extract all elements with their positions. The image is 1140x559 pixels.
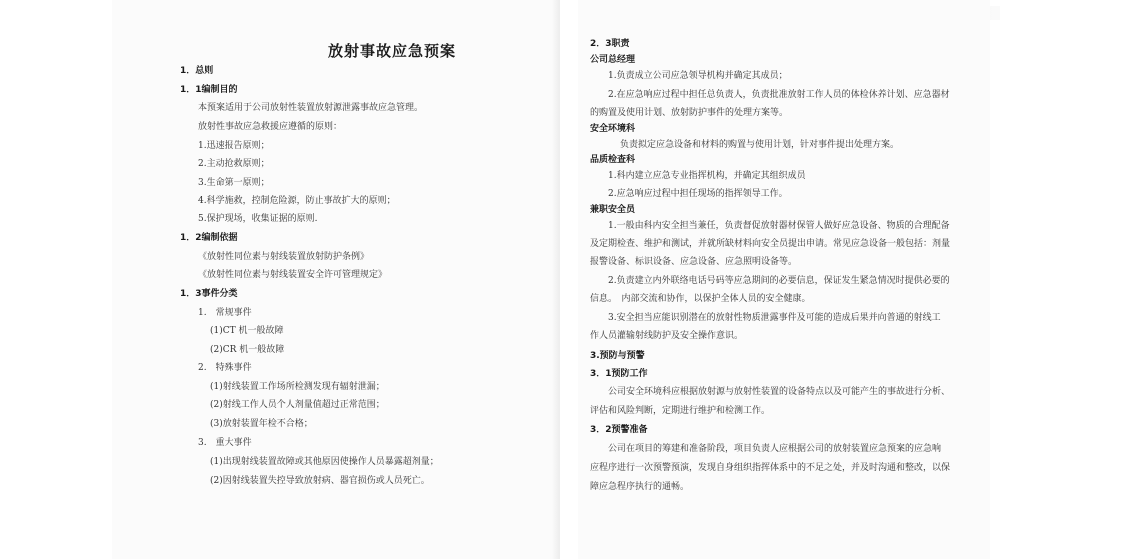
- list-item: 2. 特殊事件: [198, 363, 252, 373]
- paragraph: 公司在项目的筹建和准备阶段，项目负责人应根据公司的放射装置应急预案的应急响: [608, 444, 942, 454]
- paragraph: 1.一般由科内安全担当兼任，负责督促放射器材保管人做好应急设备、物质的合理配备: [608, 221, 950, 231]
- section-2-3-heading: 2．3职责: [590, 39, 630, 49]
- list-item: 《放射性同位素与射线装置放射防护条例》: [198, 252, 370, 262]
- paragraph: 障应急程序执行的通畅。: [590, 482, 690, 492]
- list-item: 3. 重大事件: [198, 438, 252, 448]
- role-heading: 安全环境科: [590, 124, 636, 134]
- paragraph: 的购置及使用计划、放射防护事件的处理方案等。: [590, 108, 789, 118]
- list-item: 1. 常规事件: [198, 308, 252, 318]
- paragraph: 作人员灌输射线防护及安全操作意识。: [590, 331, 744, 341]
- right-page: [578, 0, 990, 559]
- left-page: [112, 0, 560, 559]
- paragraph: 信息。 内部交流和协作，以保护全体人员的安全健康。: [590, 294, 811, 304]
- paragraph: 放射性事故应急救援应遵循的原则：: [198, 122, 343, 132]
- section-1-2-heading: 1．2编制依据: [180, 233, 238, 243]
- list-item: 《放射性同位素与射线装置安全许可管理规定》: [198, 270, 388, 280]
- paragraph: 报警设备、标识设备、应急设备、应急照明设备等。: [590, 257, 798, 267]
- paragraph: 评估和风险判断，定期进行维护和检测工作。: [590, 406, 771, 416]
- list-item: (1)CT 机一般故障: [210, 326, 284, 336]
- role-heading: 公司总经理: [590, 55, 636, 65]
- document-title: 放射事故应急预案: [327, 42, 456, 60]
- list-item: (1)射线装置工作场所检测发现有辐射泄漏；: [210, 382, 385, 392]
- paragraph: 3.安全担当应能识别潜在的放射性物质泄露事件及可能的造成后果并向普通的射线工: [608, 313, 941, 323]
- page-edge-shadow: [552, 0, 560, 559]
- paragraph: 1.负责成立公司应急领导机构并确定其成员；: [608, 71, 788, 81]
- paragraph: 2.负责建立内外联络电话号码等应急期间的必要信息，保证发生紧急情况时提供必要的: [608, 276, 950, 286]
- section-3-2-heading: 3．2预警准备: [590, 425, 648, 435]
- paragraph: 1.科内建立应急专业指挥机构，并确定其组织成员: [608, 171, 806, 181]
- list-item: (2)CR 机一般故障: [210, 345, 285, 355]
- list-item: 3.生命第一原则；: [198, 178, 270, 188]
- section-1-1-heading: 1．1编制目的: [180, 85, 238, 95]
- paragraph: 公司安全环境科应根据放射源与放射性装置的设备特点以及可能产生的事故进行分析、: [608, 387, 951, 397]
- section-3-1-heading: 3．1预防工作: [590, 369, 648, 379]
- role-heading: 兼职安全员: [590, 205, 636, 215]
- paragraph: 应程序进行一次预警预演，发现自身组织指挥体系中的不足之处，并及时沟通和整改，以保: [590, 463, 951, 473]
- list-item: 5.保护现场，收集证据的原则.: [198, 214, 318, 224]
- list-item: 4.科学施救，控制危险源，防止事故扩大的原则；: [198, 196, 396, 206]
- section-3-heading: 3.预防与预警: [590, 351, 645, 361]
- list-item: (3)放射装置年检不合格；: [210, 419, 313, 429]
- list-item: 2.主动抢救原则；: [198, 159, 270, 169]
- section-1-heading: 1．总则: [180, 66, 214, 76]
- list-item: (2)因射线装置失控导致放射病、器官损伤或人员死亡。: [210, 476, 430, 486]
- list-item: (2)射线工作人员个人剂量值超过正常范围；: [210, 400, 385, 410]
- list-item: 1.迅速报告原则；: [198, 141, 270, 151]
- paragraph: 本预案适用于公司放射性装置放射源泄露事故应急管理。: [198, 103, 424, 113]
- role-heading: 品质检查科: [590, 155, 636, 165]
- section-1-3-heading: 1．3事件分类: [180, 289, 238, 299]
- paragraph: 2.在应急响应过程中担任总负责人，负责批准放射工作人员的体检休养计划、应急器材: [608, 90, 950, 100]
- paragraph: 2.应急响应过程中担任现场的指挥领导工作。: [608, 189, 788, 199]
- list-item: (1)出现射线装置故障或其他原因使操作人员暴露超剂量；: [210, 457, 439, 467]
- paragraph: 及定期检查、维护和测试，并就所缺材料向安全员提出申请。常见应急设备一般包括：剂量: [590, 239, 951, 249]
- paragraph: 负责拟定应急设备和材料的购置与使用计划，针对事件提出处理方案。: [620, 140, 900, 150]
